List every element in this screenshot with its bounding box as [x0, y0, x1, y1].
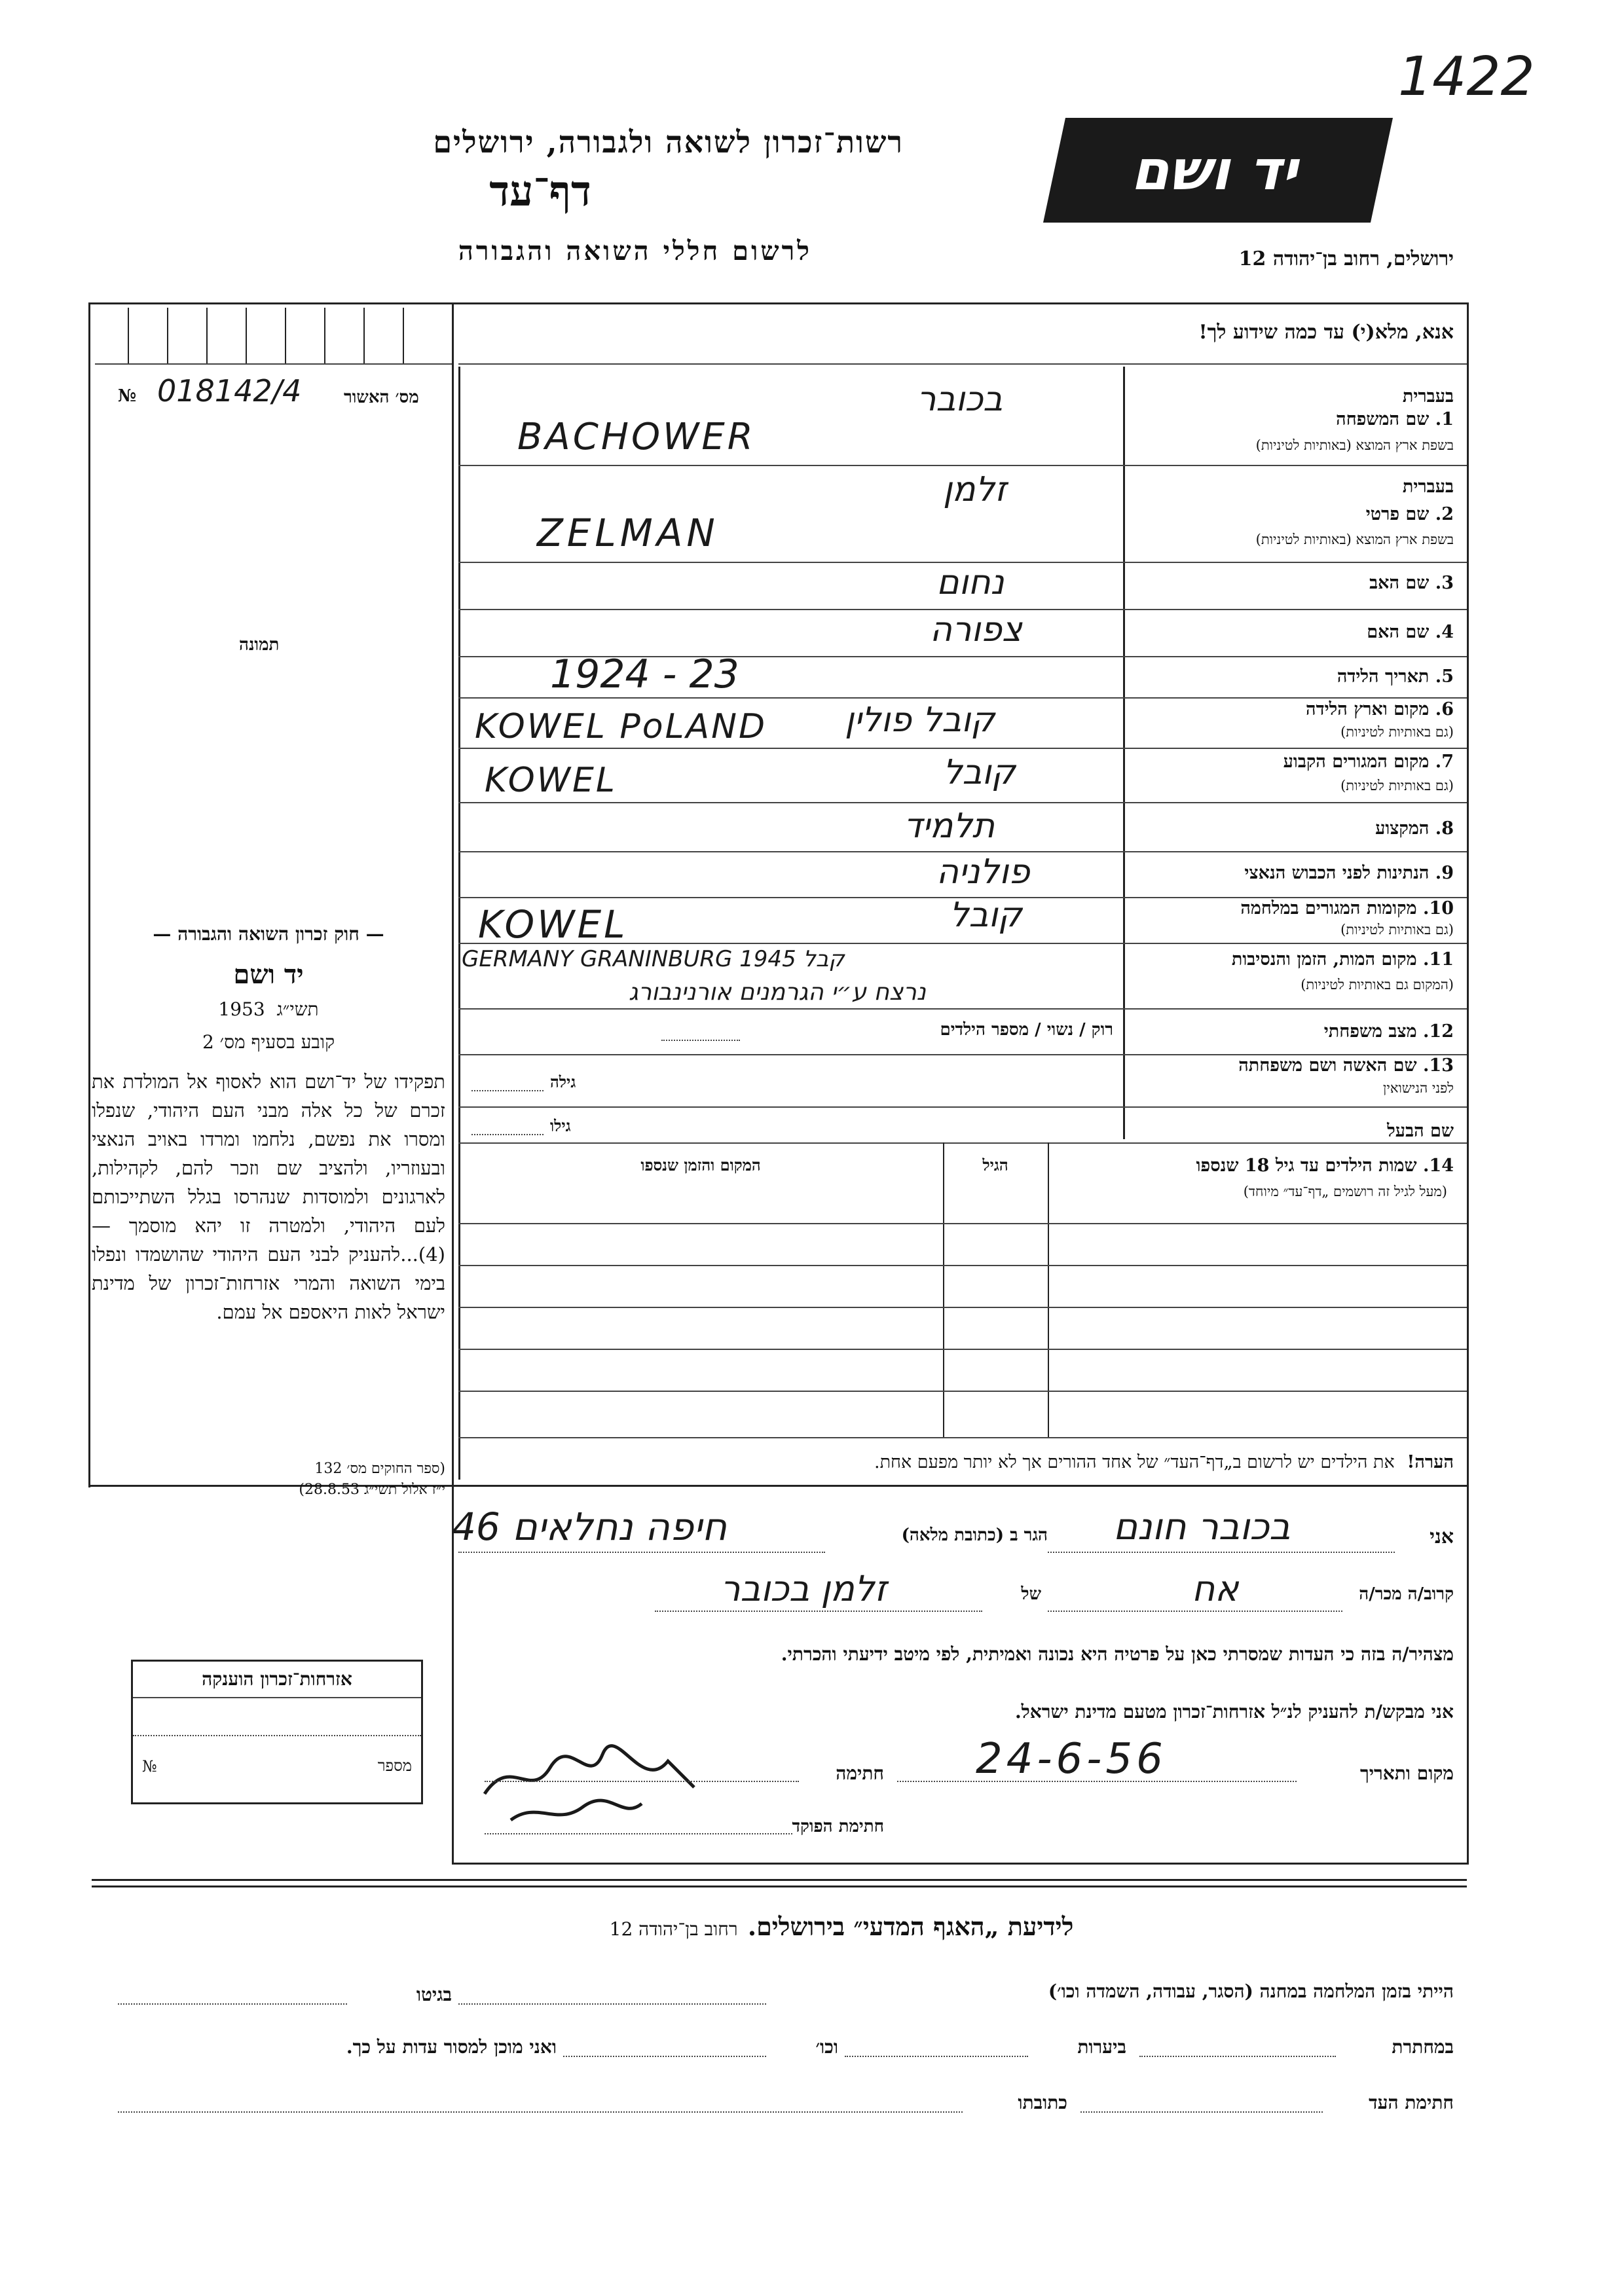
footer-address-label: כתובתו — [1018, 2092, 1067, 2113]
children-age-col: הגיל — [982, 1156, 1008, 1175]
death-place-line-2: נרצח ע״י הגרמנים אורנינבורג — [629, 979, 927, 1006]
first-name-latin: ZELMAN — [537, 511, 719, 555]
declaration-text: מצהיר/ה בזה כי העדות שמסרתי כאן על פרטיה היא נכונה ואמיתית, לפי מיטב ידיעתי והכרתי. — [781, 1643, 1454, 1665]
yad-vashem-logo — [1043, 118, 1393, 223]
citizenship-box — [131, 1660, 423, 1804]
birthplace-hebrew: קובל פולין — [845, 701, 995, 740]
footer-forests: ביערות — [1077, 2036, 1126, 2058]
footer-witness-sig: חתימת העד — [1369, 2092, 1454, 2113]
form-subtitle: לרשום חללי השואה והגבורה — [458, 236, 812, 266]
death-place-line-1: GERMANY GRANINBURG 1945 קבל — [462, 946, 845, 972]
law-name: יד ושם — [233, 959, 304, 990]
law-ref-2: י״ז אלול תשי״ג 28.8.53) — [299, 1482, 445, 1498]
residence-hebrew: קובל — [943, 753, 1016, 792]
footer-line-1: הייתי בזמן המלחמה במחנה (הסגר, עבודה, השמדה וכו׳) — [1048, 1980, 1454, 2002]
relation-value: אח — [1192, 1568, 1239, 1609]
field-8-label: 8. המקצוע — [1375, 818, 1454, 839]
law-ref-1: (ספר החוקים מס׳ 132 — [314, 1461, 445, 1477]
birthplace-latin: KOWEL PoLAND — [475, 707, 767, 746]
husband-age-label: גילו — [550, 1116, 571, 1135]
footer-title: לידיעת „האגף המדעי״ בירושלים. — [747, 1912, 1074, 1941]
wartime-residence-latin: KOWEL — [478, 902, 628, 947]
note-text: את הילדים יש לרשום ב„דף־העד״ של אחד ההורים אך לא יותר מפעם אחת. — [874, 1452, 1395, 1472]
field-14-label: 14. שמות הילדים עד גיל 18 שנספו — [1196, 1156, 1454, 1176]
family-name-hebrew: בכובר — [917, 380, 1003, 419]
law-clause: קובע בסעיף מס׳ 2 — [202, 1031, 335, 1053]
field-5-label: 5. תאריך הלידה — [1337, 666, 1454, 687]
field-2-hebrew-tag: בעברית — [1402, 477, 1454, 497]
birth-date: 1924 - 23 — [550, 651, 739, 697]
field-10-label: 10. מקומות המגורים במלחמה — [1240, 898, 1454, 919]
logo-text: יד ושם — [1128, 138, 1308, 202]
citizenship-no-symbol: № — [142, 1757, 157, 1776]
declarant-i-label: אני — [1430, 1525, 1454, 1548]
first-name-hebrew: זלמן — [943, 470, 1007, 509]
husband-label: שם הבעל — [1387, 1121, 1454, 1141]
field-3-label: 3. שם האב — [1369, 573, 1454, 593]
children-place-col: המקום והזמן שנספו — [640, 1156, 761, 1175]
field-6-label: 6. מקום וארץ הלידה — [1306, 699, 1454, 720]
field-1-label: 1. שם המשפחה — [1336, 409, 1454, 429]
authority-name: רשות־זכרון לשואה ולגבורה, ירושלים — [433, 124, 904, 160]
field-2-label: 2. שם פרטי — [1365, 504, 1454, 524]
field-6-sub: (גם באותיות לטיניות) — [1340, 724, 1454, 740]
of-label: של — [1021, 1584, 1041, 1604]
note-label: הערה! — [1407, 1452, 1454, 1472]
field-2-sub: בשפת ארץ המוצא (באותיות לטיניות) — [1255, 532, 1454, 547]
family-name-latin: BACHOWER — [517, 416, 756, 458]
footer-etc: וכו׳ — [815, 2036, 838, 2058]
field-13-label: 13. שם האשה ושם משפחתה — [1238, 1055, 1454, 1076]
field-1-sub: בשפת ארץ המוצא (באותיות לטיניות) — [1255, 437, 1454, 453]
field-11-sub: (המקום גם באותיות לטיניות) — [1301, 977, 1454, 993]
law-year-line: תשי״ג 1953 — [218, 998, 319, 1020]
official-signature-label: חתימת הפוקד — [792, 1817, 884, 1836]
footer-ghetto: בגיטו — [416, 1984, 452, 2005]
citizenship-number-label: מספר — [377, 1757, 412, 1775]
mother-name: צפורה — [930, 610, 1022, 649]
citizenship-request: אני מבקש/ת להעניק לנ״ל אזרחות־זכרון מטעם מדינת ישראל. — [1014, 1701, 1454, 1722]
declarant-name: בכובר חונם — [1113, 1506, 1291, 1548]
field-11-label: 11. מקום המות, הזמן והנסיבות — [1231, 949, 1454, 970]
residence-latin: KOWEL — [485, 761, 617, 800]
field-7-sub: (גם באותיות לטיניות) — [1340, 778, 1454, 793]
field-1-hebrew-tag: בעברית — [1402, 386, 1454, 407]
field-7-label: 7. מקום המגורים הקבוע — [1283, 752, 1454, 772]
field-4-label: 4. שם האם — [1367, 622, 1454, 642]
field-10-sub: (גם באותיות לטיניות) — [1340, 922, 1454, 938]
citizenship-box-title: אזרחות־זכרון הוענקה — [133, 1662, 421, 1698]
field-12-label: 12. מצב משפחתי — [1323, 1021, 1454, 1042]
marital-options: רוק / נשוי / מספר הילדים — [940, 1020, 1113, 1040]
footer-underground: במחתרת — [1392, 2036, 1454, 2058]
field-13-sub: לפני הנישואין — [1383, 1080, 1454, 1096]
declarant-address: חיפה נחלאים 46 — [452, 1504, 727, 1549]
nationality: פולניה — [936, 852, 1030, 892]
wife-age-label: גילה — [550, 1072, 576, 1091]
of-value: זלמן בכובר — [720, 1568, 887, 1609]
no-symbol: № — [118, 386, 137, 406]
date-value: 24-6-56 — [976, 1735, 1167, 1783]
footer-ready: ואני מוכן למסור עדות על כך. — [346, 2036, 557, 2058]
law-title: — חוק זכרון השואה והגבורה — — [153, 923, 384, 945]
field-14-sub: (מעל לגיל זה רושמים „דף־עד״ מיוחד) — [1243, 1184, 1447, 1199]
residing-label: הגר ב (כתובת מלאה) — [901, 1525, 1048, 1545]
photo-label: תמונה — [239, 635, 280, 655]
footer-title-line — [498, 1912, 1185, 1942]
father-name: נחום — [936, 563, 1005, 602]
relative-label: קרוב/ה מכר/ה — [1359, 1584, 1454, 1604]
form-title: דף־עד — [489, 167, 591, 216]
header-address: ירושלים, רחוב בן־יהודה 12 — [1238, 247, 1454, 270]
note-row — [471, 1452, 1454, 1472]
law-text: תפקידו של יד־ושם הוא לאסוף אל המולדת את זכרם של כל אלה מבני העם היהודי, שנפלו ומסרו את נפשם, נלחמו ומרדו באויב הנאצי ובעוזריו, ולהציב שם וזכר להם, לקהילות, לארגונים ולמוסדות שנהרסו בגלל השתייכותם לעם היהודי, ולמטרה זו יהא מוסמך — (4)...להעניק לבני העם היהודי שהושמדו ונפלו בימי השואה והמרי אזרחות־זכרון של מדינת ישראל לאות היאספם אל עמם. — [92, 1070, 445, 1323]
place-date-label: מקום ותאריך — [1359, 1762, 1454, 1784]
page-number: 1422 — [1398, 46, 1535, 108]
field-9-label: 9. הנתינות לפני הכבוש הנאצי — [1244, 863, 1454, 883]
request-text: אנא, מלא(י) עד כמה שידוע לך! — [1198, 321, 1454, 344]
footer-address: רחוב בן־יהודה 12 — [609, 1918, 738, 1940]
approval-number: 018142/4 — [157, 373, 302, 409]
wartime-residence-hebrew: קובל — [950, 896, 1022, 935]
approval-label: מס׳ האשור — [344, 388, 419, 407]
signature-label: חתימה — [836, 1762, 884, 1784]
profession: תלמיד — [904, 807, 995, 846]
